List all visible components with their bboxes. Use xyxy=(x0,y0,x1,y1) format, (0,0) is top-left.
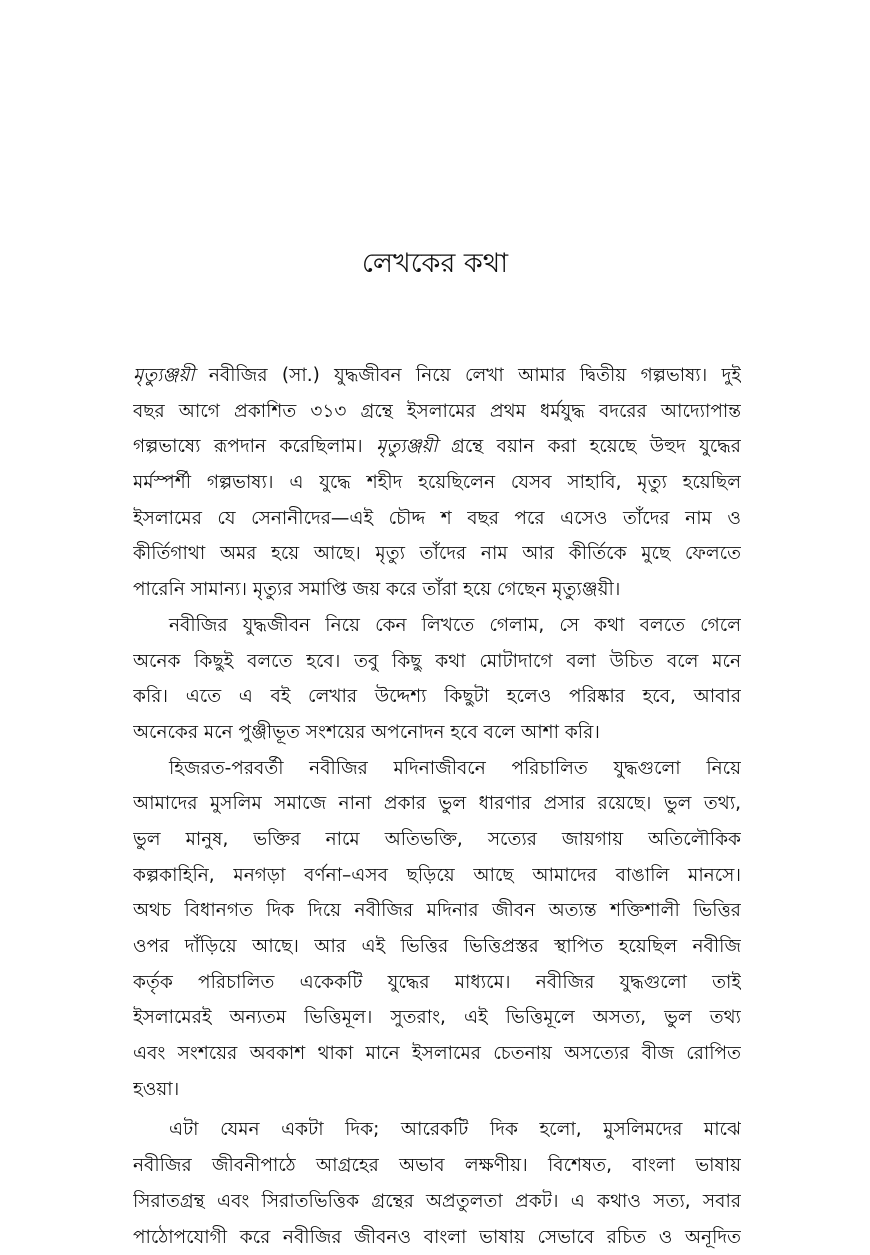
text-line: সিরাতগ্রন্থ এবং সিরাতভিত্তিক গ্রন্থের অপ্রতুলতা প্রকট। এ কথাও সত্য, সবার xyxy=(133,1184,741,1220)
chapter-title: লেখকের কথা xyxy=(0,248,870,280)
text-line: কল্পকাহিনি, মনগড়া বর্ণনা–এসব ছড়িয়ে আছে আমাদের বাঙালি মানসে। xyxy=(133,858,741,894)
paragraph xyxy=(133,608,741,751)
text-line: পারেনি সামান্য। মৃত্যুর সমাপ্তি জয় করে তাঁরা হয়ে গেছেন মৃত্যুঞ্জয়ী। xyxy=(133,572,741,608)
text-segment: গল্পভাষ্যে রূপদান করেছিলাম। xyxy=(133,436,363,457)
text-line: ইসলামেরই অন্যতম ভিত্তিমূল। সুতরাং, এই ভিত্তিমূলে অসত্য, ভুল তথ্য xyxy=(133,1000,741,1036)
text-line: নবীজির যুদ্ধজীবন নিয়ে কেন লিখতে গেলাম, সে কথা বলতে গেলে xyxy=(133,608,741,644)
text-line xyxy=(133,429,741,465)
text-segment: নবীজির (সা.) যুদ্ধজীবন নিয়ে লেখা আমার দ্বিতীয় গল্পভাষ্য। দুই xyxy=(195,365,741,386)
text-line: বছর আগে প্রকাশিত ৩১৩ গ্রন্থে ইসলামের প্রথম ধর্মযুদ্ধ বদরের আদ্যোপান্ত xyxy=(133,394,741,430)
text-line: হিজরত-পরবর্তী নবীজির মদিনাজীবনে পরিচালিত যুদ্ধগুলো নিয়ে xyxy=(133,751,741,787)
text-line: হওয়া। xyxy=(133,1072,741,1108)
text-line: অনেক কিছুই বলতে হবে। তবু কিছু কথা মোটাদাগে বলা উচিত বলে মনে xyxy=(133,644,741,680)
text-line: আমাদের মুসলিম সমাজে নানা প্রকার ভুল ধারণার প্রসার রয়েছে। ভুল তথ্য, xyxy=(133,786,741,822)
paragraph xyxy=(133,358,741,608)
text-line: মর্মস্পর্শী গল্পভাষ্য। এ যুদ্ধে শহীদ হয়েছিলেন যেসব সাহাবি, মৃত্যু হয়েছিল xyxy=(133,465,741,501)
text-line: কীর্তিগাথা অমর হয়ে আছে। মৃত্যু তাঁদের নাম আর কীর্তিকে মুছে ফেলতে xyxy=(133,536,741,572)
text-line: এবং সংশয়ের অবকাশ থাকা মানে ইসলামের চেতনায় অসত্যের বীজ রোপিত xyxy=(133,1036,741,1072)
text-line: পাঠোপযোগী করে নবীজির জীবনও বাংলা ভাষায় সেভাবে রচিত ও অনূদিত xyxy=(133,1220,741,1255)
text-line xyxy=(133,358,741,394)
text-line: অনেকের মনে পুঞ্জীভূত সংশয়ের অপনোদন হবে বলে আশা করি। xyxy=(133,715,741,751)
text-line: নবীজির জীবনীপাঠে আগ্রহের অভাব লক্ষণীয়। বিশেষত, বাংলা ভাষায় xyxy=(133,1148,741,1184)
text-line: ভুল মানুষ, ভক্তির নামে অতিভক্তি, সত্যের জায়গায় অতিলৌকিক xyxy=(133,822,741,858)
text-segment: গ্রন্থে বয়ান করা হয়েছে উহুদ যুদ্ধের xyxy=(438,436,741,457)
book-title-emphasis: মৃত্যুঞ্জয়ী xyxy=(376,436,438,457)
text-line: অথচ বিধানগত দিক দিয়ে নবীজির মদিনার জীবন অত্যন্ত শক্তিশালী ভিত্তির xyxy=(133,893,741,929)
text-line: কর্তৃক পরিচালিত একেকটি যুদ্ধের মাধ্যমে। নবীজির যুদ্ধগুলো তাই xyxy=(133,965,741,1001)
text-line: ওপর দাঁড়িয়ে আছে। আর এই ভিত্তির ভিত্তিপ্রস্তর স্থাপিত হয়েছিল নবীজি xyxy=(133,929,741,965)
book-title-emphasis: মৃত্যুঞ্জয়ী xyxy=(133,365,195,386)
body-text xyxy=(133,358,741,1255)
text-line: করি। এতে এ বই লেখার উদ্দেশ্য কিছুটা হলেও পরিষ্কার হবে, আবার xyxy=(133,679,741,715)
text-line: এটা যেমন একটা দিক; আরেকটি দিক হলো, মুসলিমদের মাঝে xyxy=(133,1112,741,1148)
paragraph xyxy=(133,1112,741,1255)
paragraph xyxy=(133,751,741,1108)
text-line: ইসলামের যে সেনানীদের—এই চৌদ্দ শ বছর পরে এসেও তাঁদের নাম ও xyxy=(133,501,741,537)
